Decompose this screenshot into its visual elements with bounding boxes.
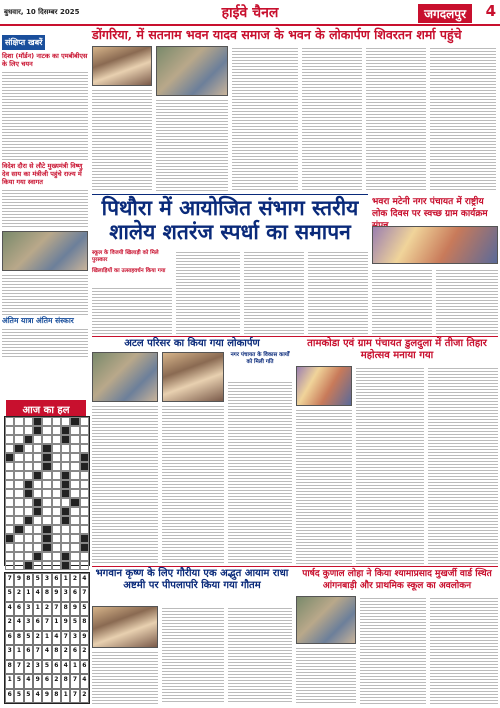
crossword-cell: [33, 462, 42, 471]
crossword-cell: [5, 543, 14, 552]
crossword-cell: [5, 552, 14, 561]
crossword-cell: [70, 507, 79, 516]
krishna-text-col2: [162, 606, 224, 704]
crossword-cell: [5, 462, 14, 471]
crossword-cell: [14, 516, 23, 525]
sudoku-cell: 1: [61, 573, 70, 587]
crossword-cell: [52, 516, 61, 525]
sudoku-cell: 6: [33, 616, 42, 630]
crossword-cell: [42, 534, 51, 543]
crossword-cell: [5, 507, 14, 516]
right-text-col1: [372, 268, 432, 334]
sudoku-cell: 8: [14, 631, 23, 645]
crossword-cell: [80, 489, 89, 498]
crossword-cell: [61, 534, 70, 543]
crossword-cell: [52, 489, 61, 498]
crossword-cell: [70, 489, 79, 498]
sudoku-cell: 1: [52, 616, 61, 630]
sudoku-cell: 4: [33, 689, 42, 703]
crossword-cell: [33, 561, 42, 570]
news-photo: [2, 231, 88, 271]
sudoku-cell: 7: [14, 660, 23, 674]
crossword-cell: [14, 417, 23, 426]
crossword-cell: [24, 552, 33, 561]
crossword-cell: [33, 417, 42, 426]
crossword-cell: [52, 480, 61, 489]
sudoku-cell: 6: [70, 645, 79, 659]
crossword-cell: [5, 516, 14, 525]
crossword-cell: [5, 480, 14, 489]
anganwadi-headline: पार्षद कुणाल लोहा ने किया श्यामाप्रसाद मुखर्जी वार्ड स्थित आंगनबाड़ी और प्राथमिक स्कूल का अवलोकन: [302, 569, 492, 591]
crossword-cell: [52, 561, 61, 570]
crossword-cell: [70, 543, 79, 552]
photo-top-left: [92, 46, 152, 86]
photo-mid-left: [92, 352, 158, 402]
sudoku-cell: 8: [61, 602, 70, 616]
crossword-cell: [80, 417, 89, 426]
sudoku-cell: 6: [5, 631, 14, 645]
crossword-cell: [80, 498, 89, 507]
chess-text-col2: [176, 250, 240, 334]
anganwadi-text-col2: [360, 596, 426, 704]
crossword-cell: [61, 507, 70, 516]
brief-body-2: [2, 188, 88, 228]
crossword-cell: [14, 507, 23, 516]
crossword-cell: [42, 525, 51, 534]
crossword-cell: [61, 462, 70, 471]
sudoku-cell: 5: [24, 689, 33, 703]
crossword-cell: [14, 471, 23, 480]
crossword-cell: [70, 498, 79, 507]
crossword-grid: [4, 416, 90, 566]
sudoku-cell: 3: [24, 616, 33, 630]
crossword-cell: [14, 543, 23, 552]
crossword-cell: [61, 426, 70, 435]
sudoku-cell: 4: [61, 660, 70, 674]
crossword-cell: [24, 426, 33, 435]
crossword-cell: [52, 462, 61, 471]
sudoku-cell: 8: [80, 616, 89, 630]
photo-right: [372, 226, 498, 264]
crossword-cell: [14, 462, 23, 471]
crossword-cell: [24, 498, 33, 507]
crossword-cell: [61, 498, 70, 507]
crossword-cell: [70, 462, 79, 471]
crossword-cell: [70, 561, 79, 570]
main-headline: डोंगरिया, में सतनाम भवन यादव समाज के भवन के लोकार्पण शिवरतन शर्मा पहुंचे: [92, 27, 462, 42]
crossword-cell: [80, 525, 89, 534]
sudoku-cell: 6: [80, 660, 89, 674]
crossword-cell: [42, 561, 51, 570]
crossword-cell: [5, 489, 14, 498]
crossword-cell: [24, 417, 33, 426]
sudoku-cell: 1: [61, 689, 70, 703]
sudoku-cell: 2: [52, 674, 61, 688]
crossword-cell: [5, 534, 14, 543]
crossword-cell: [5, 435, 14, 444]
sudoku-cell: 2: [80, 689, 89, 703]
crossword-cell: [80, 453, 89, 462]
page-number: 4: [485, 2, 496, 20]
crossword-cell: [33, 498, 42, 507]
sudoku-cell: 1: [70, 660, 79, 674]
brief-news-label: संक्षिप्त खबरें: [2, 35, 45, 50]
sudoku-cell: 7: [5, 573, 14, 587]
crossword-cell: [24, 435, 33, 444]
crossword-cell: [70, 453, 79, 462]
sudoku-cell: 7: [80, 587, 89, 601]
sudoku-cell: 5: [14, 674, 23, 688]
crossword-cell: [14, 561, 23, 570]
sudoku-cell: 9: [42, 689, 51, 703]
crossword-cell: [24, 543, 33, 552]
chess-headline: पिथौरा में आयोजित संभाग स्तरीय शालेय शतरंज स्पर्धा का समापन: [101, 195, 359, 244]
sudoku-cell: 4: [33, 587, 42, 601]
crossword-cell: [61, 435, 70, 444]
sudoku-cell: 3: [70, 631, 79, 645]
crossword-cell: [61, 453, 70, 462]
sudoku-cell: 9: [70, 602, 79, 616]
crossword-cell: [70, 444, 79, 453]
crossword-cell: [14, 480, 23, 489]
crossword-cell: [80, 552, 89, 561]
crossword-cell: [14, 552, 23, 561]
sudoku-cell: 3: [61, 587, 70, 601]
crossword-cell: [80, 435, 89, 444]
crossword-cell: [33, 426, 42, 435]
brief-body-1: [2, 70, 88, 160]
crossword-cell: [14, 453, 23, 462]
crossword-cell: [80, 543, 89, 552]
crossword-cell: [24, 462, 33, 471]
sudoku-cell: 5: [33, 573, 42, 587]
crossword-cell: [52, 417, 61, 426]
atal-text-col1: [92, 404, 158, 564]
sudoku-cell: 4: [52, 631, 61, 645]
crossword-cell: [24, 489, 33, 498]
chess-text-col1: [92, 286, 172, 334]
chess-bullet-2: खिलाड़ियों का उत्साहवर्धन किया गया: [92, 268, 166, 274]
crossword-cell: [42, 480, 51, 489]
sudoku-cell: 1: [42, 631, 51, 645]
crossword-cell: [61, 489, 70, 498]
crossword-cell: [5, 417, 14, 426]
divider: [92, 336, 498, 337]
crossword-cell: [14, 525, 23, 534]
sudoku-cell: 2: [5, 616, 14, 630]
crossword-cell: [33, 552, 42, 561]
sudoku-cell: 6: [52, 660, 61, 674]
story-text-col3: [232, 46, 298, 192]
sudoku-cell: 8: [24, 573, 33, 587]
crossword-cell: [5, 561, 14, 570]
sudoku-cell: 3: [33, 660, 42, 674]
crossword-cell: [70, 435, 79, 444]
crossword-cell: [14, 534, 23, 543]
sudoku-cell: 3: [24, 602, 33, 616]
crossword-cell: [42, 498, 51, 507]
sudoku-cell: 1: [14, 645, 23, 659]
sudoku-cell: 2: [42, 602, 51, 616]
section-title: हाईवे चैनल: [221, 5, 279, 21]
crossword-cell: [70, 516, 79, 525]
crossword-cell: [80, 426, 89, 435]
sudoku-cell: 7: [52, 602, 61, 616]
crossword-cell: [42, 516, 51, 525]
crossword-cell: [80, 480, 89, 489]
crossword-cell: [80, 462, 89, 471]
krishna-text-col1: [92, 650, 158, 704]
crossword-cell: [61, 543, 70, 552]
sudoku-cell: 4: [24, 674, 33, 688]
crossword-cell: [52, 543, 61, 552]
crossword-cell: [70, 480, 79, 489]
sudoku-cell: 6: [14, 602, 23, 616]
crossword-cell: [42, 471, 51, 480]
right-text-col2: [436, 268, 498, 334]
story-text-col2: [156, 98, 228, 192]
edition-city: जगदलपुर: [418, 4, 472, 23]
crossword-cell: [80, 471, 89, 480]
crossword-cell: [42, 435, 51, 444]
sudoku-grid: [4, 572, 90, 704]
crossword-cell: [24, 525, 33, 534]
crossword-cell: [14, 435, 23, 444]
crossword-cell: [33, 435, 42, 444]
crossword-cell: [52, 552, 61, 561]
crossword-cell: [33, 525, 42, 534]
crossword-cell: [61, 561, 70, 570]
sudoku-cell: 8: [52, 689, 61, 703]
crossword-cell: [52, 444, 61, 453]
sudoku-cell: 7: [61, 631, 70, 645]
crossword-cell: [42, 444, 51, 453]
crossword-cell: [70, 426, 79, 435]
sudoku-cell: 1: [5, 674, 14, 688]
story-text-col1: [92, 88, 152, 192]
right-headline: भवरा मटेनी नगर पंचायत में राष्ट्रीय लोक दिवस पर स्वच्छ ग्राम कार्यक्रम: [372, 197, 488, 219]
sudoku-cell: 9: [33, 674, 42, 688]
crossword-cell: [33, 444, 42, 453]
crossword-cell: [33, 480, 42, 489]
crossword-cell: [14, 489, 23, 498]
brief-headline-1: दिशा (मॉर्डन) नाटक का एमबीबीएस के लिए चयन: [2, 52, 88, 68]
photo-anganwadi: [296, 596, 356, 644]
crossword-cell: [61, 417, 70, 426]
photo-top-mid: [156, 46, 228, 96]
sudoku-cell: 5: [5, 587, 14, 601]
krishna-headline: भगवान कृष्ण के लिए गौरीया एक अद्भुत आयाम राधा अष्टमी पर पीपलापरि किया गया गौतम: [95, 568, 289, 591]
crossword-cell: [80, 444, 89, 453]
crossword-cell: [5, 444, 14, 453]
crossword-cell: [24, 516, 33, 525]
teeja-text-col2: [356, 366, 424, 564]
divider: [92, 566, 498, 567]
crossword-cell: [5, 426, 14, 435]
crossword-cell: [52, 435, 61, 444]
sudoku-cell: 3: [42, 573, 51, 587]
sudoku-cell: 6: [52, 573, 61, 587]
anganwadi-text-col1: [296, 646, 356, 704]
sudoku-cell: 4: [5, 602, 14, 616]
crossword-cell: [33, 516, 42, 525]
sudoku-cell: 7: [70, 689, 79, 703]
sudoku-cell: 7: [42, 616, 51, 630]
crossword-cell: [24, 444, 33, 453]
sudoku-cell: 7: [33, 645, 42, 659]
sudoku-cell: 5: [80, 602, 89, 616]
anganwadi-text-col3: [430, 596, 498, 704]
teeja-text-col3: [428, 366, 498, 564]
crossword-cell: [61, 552, 70, 561]
crossword-cell: [80, 561, 89, 570]
story-text-col5: [366, 46, 426, 192]
sudoku-cell: 2: [61, 645, 70, 659]
puzzle-label: आज का हल: [6, 400, 86, 418]
brief-headline-2: विदेश दौरा से लौटे मुख्यमंत्री विष्णु देव साय का मंत्रीजी पहुंचे राज्य में किया गया स्वागत: [2, 162, 83, 186]
sudoku-cell: 9: [61, 616, 70, 630]
crossword-cell: [52, 471, 61, 480]
sudoku-cell: 4: [42, 645, 51, 659]
atal-text-col3: [228, 380, 292, 564]
sudoku-cell: 2: [70, 573, 79, 587]
crossword-cell: [61, 471, 70, 480]
brief-body-3: [2, 273, 88, 315]
sudoku-cell: 6: [42, 674, 51, 688]
crossword-cell: [70, 525, 79, 534]
sudoku-cell: 4: [80, 573, 89, 587]
crossword-cell: [42, 453, 51, 462]
sudoku-cell: 9: [14, 573, 23, 587]
story-text-col4: [302, 46, 362, 192]
sudoku-cell: 5: [14, 689, 23, 703]
crossword-cell: [33, 471, 42, 480]
sudoku-cell: 7: [70, 674, 79, 688]
crossword-cell: [80, 507, 89, 516]
sudoku-cell: 2: [24, 660, 33, 674]
photo-teeja: [296, 366, 352, 406]
crossword-cell: [61, 525, 70, 534]
sudoku-cell: 5: [24, 631, 33, 645]
sudoku-cell: 6: [5, 689, 14, 703]
crossword-cell: [42, 507, 51, 516]
crossword-cell: [33, 534, 42, 543]
sudoku-cell: 2: [80, 645, 89, 659]
crossword-cell: [52, 426, 61, 435]
sudoku-cell: 2: [14, 587, 23, 601]
crossword-cell: [24, 480, 33, 489]
crossword-cell: [52, 525, 61, 534]
chess-text-col3: [244, 250, 304, 334]
chess-bullet-1: स्कूल के विजयी खिलाड़ी को मिले पुरस्कार: [92, 250, 159, 263]
crossword-cell: [5, 453, 14, 462]
crossword-cell: [52, 507, 61, 516]
crossword-cell: [42, 543, 51, 552]
crossword-cell: [42, 426, 51, 435]
crossword-cell: [70, 534, 79, 543]
crossword-cell: [80, 516, 89, 525]
left-column: [2, 30, 88, 357]
atal-side-headline: नगर पंचायत के विकास कार्यों को मिली गति: [230, 352, 290, 365]
crossword-cell: [70, 552, 79, 561]
crossword-cell: [33, 507, 42, 516]
crossword-cell: [24, 507, 33, 516]
atal-text-col2: [162, 404, 224, 564]
sudoku-cell: 8: [52, 645, 61, 659]
sudoku-cell: 9: [52, 587, 61, 601]
crossword-cell: [24, 561, 33, 570]
crossword-cell: [42, 462, 51, 471]
atal-headline: अटल परिसर का किया गया लोकार्पण: [124, 338, 260, 349]
sudoku-cell: 2: [33, 631, 42, 645]
crossword-cell: [5, 525, 14, 534]
crossword-cell: [70, 417, 79, 426]
sudoku-cell: 8: [42, 587, 51, 601]
crossword-cell: [42, 489, 51, 498]
crossword-cell: [33, 453, 42, 462]
crossword-cell: [52, 498, 61, 507]
crossword-cell: [14, 498, 23, 507]
story-text-col6: [430, 46, 496, 192]
crossword-cell: [14, 444, 23, 453]
sudoku-cell: 8: [61, 674, 70, 688]
crossword-cell: [52, 534, 61, 543]
crossword-cell: [61, 516, 70, 525]
sudoku-cell: 6: [24, 645, 33, 659]
crossword-cell: [5, 471, 14, 480]
crossword-cell: [14, 426, 23, 435]
crossword-cell: [33, 489, 42, 498]
brief-headline-3: अंतिम यात्रा अंतिम संस्कार: [2, 316, 74, 325]
crossword-cell: [61, 480, 70, 489]
crossword-cell: [42, 552, 51, 561]
teeja-text-col1: [296, 408, 352, 564]
crossword-cell: [61, 444, 70, 453]
crossword-cell: [33, 543, 42, 552]
sudoku-cell: 5: [70, 616, 79, 630]
crossword-cell: [80, 534, 89, 543]
crossword-cell: [24, 471, 33, 480]
crossword-cell: [52, 453, 61, 462]
photo-mid-right: [162, 352, 224, 402]
sudoku-cell: 4: [14, 616, 23, 630]
brief-body-4: [2, 327, 88, 357]
sudoku-cell: 3: [5, 645, 14, 659]
sudoku-cell: 9: [80, 631, 89, 645]
crossword-cell: [24, 453, 33, 462]
sudoku-cell: 8: [5, 660, 14, 674]
sudoku-cell: 5: [42, 660, 51, 674]
crossword-cell: [42, 417, 51, 426]
chess-text-col4: [308, 250, 368, 334]
krishna-text-col3: [228, 606, 292, 704]
sudoku-cell: 1: [33, 602, 42, 616]
sudoku-cell: 1: [24, 587, 33, 601]
sudoku-cell: 4: [80, 674, 89, 688]
crossword-cell: [5, 498, 14, 507]
crossword-cell: [24, 534, 33, 543]
teeja-headline: तामकोडा एवं ग्राम पंचायत डुलदुला में तीजा तिहार महोत्सव मनाया गया: [307, 338, 487, 361]
photo-krishna: [92, 606, 158, 648]
issue-date: बुधवार, 10 दिसम्बर 2025: [4, 8, 80, 16]
crossword-cell: [70, 471, 79, 480]
sudoku-cell: 6: [70, 587, 79, 601]
